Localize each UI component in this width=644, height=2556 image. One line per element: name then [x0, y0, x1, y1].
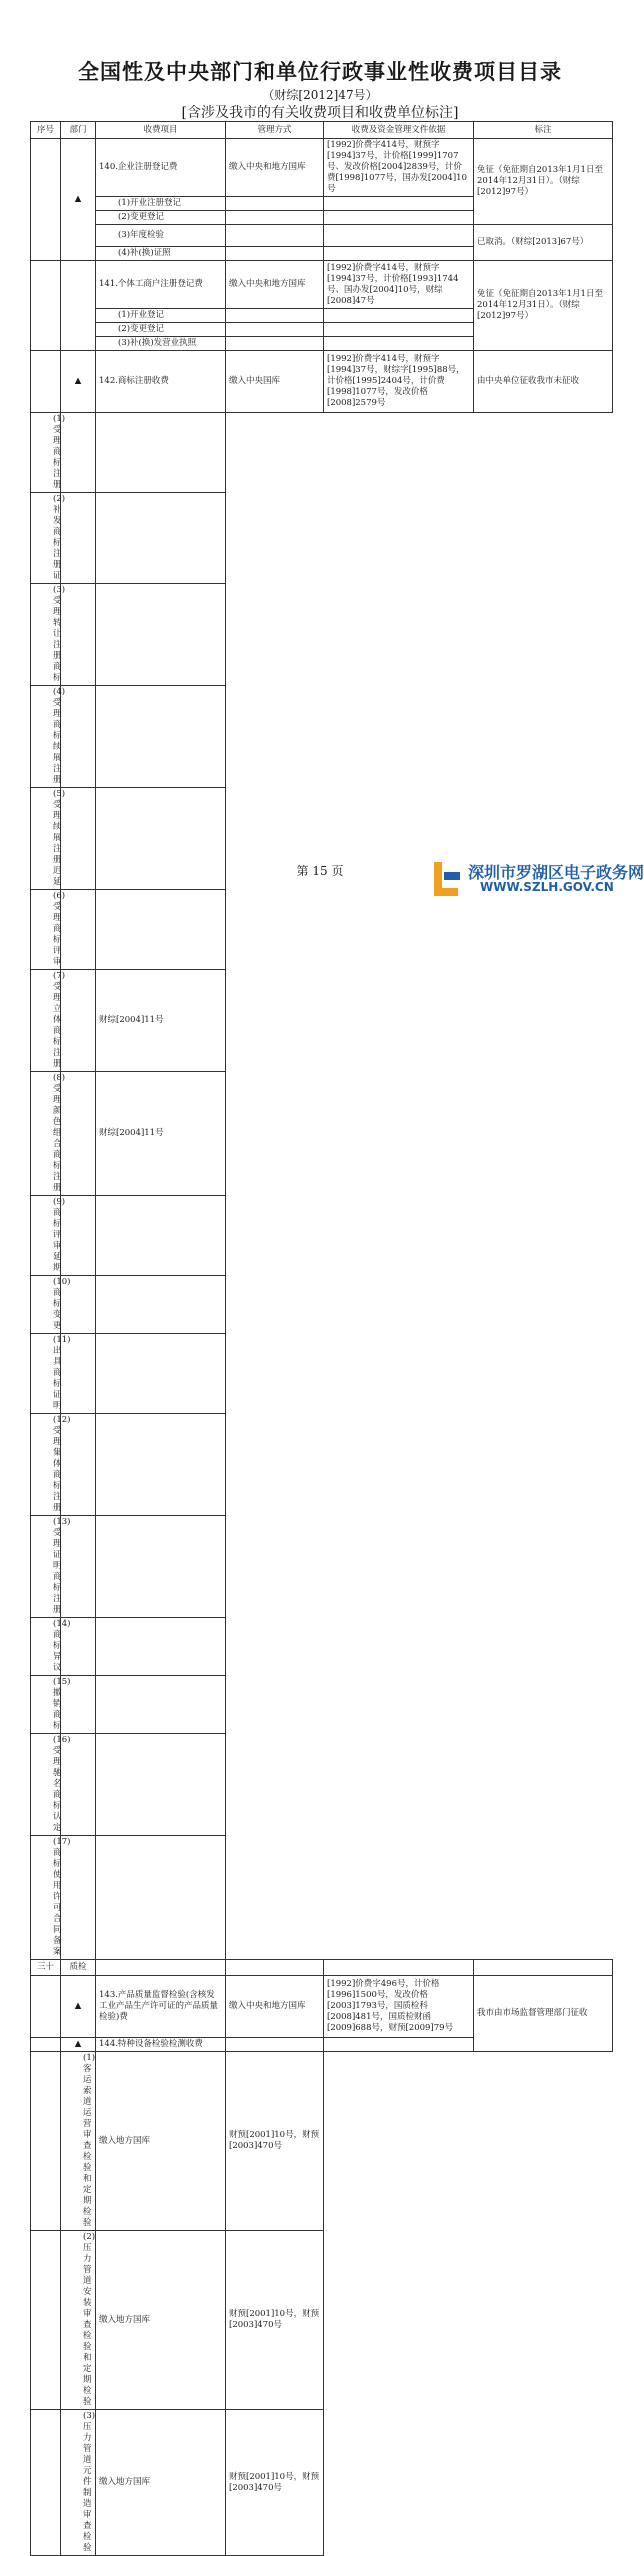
section-dept: 质检	[61, 1960, 96, 1976]
sub-item-name: (11)出具商标证明	[31, 1334, 61, 1414]
sub-item-name: (3)受理转让注册商标	[31, 584, 61, 686]
col-header-basis: 收费及资金管理文件依据	[324, 122, 474, 139]
col-header-dept: 部门	[61, 122, 96, 139]
table-row	[31, 1676, 613, 1734]
page-number: 第 15 页	[296, 864, 344, 878]
sub-item-name: (1)客运索道运营审查检验和定期检验	[61, 2052, 96, 2231]
item-name: 143.产品质量监督检验(含核发工业产品生产许可证的产品质量检验)费	[96, 1976, 226, 2038]
sub-item-basis: 财综[2004]11号	[96, 1072, 226, 1196]
item-name: 142.商标注册收费	[96, 351, 226, 413]
triangle-marker-icon: ▲	[61, 2038, 96, 2052]
sub-item-basis	[96, 493, 226, 584]
item-mgmt: 缴入中央和地方国库	[226, 261, 324, 309]
document-title: 全国性及中央部门和单位行政事业性收费项目目录	[78, 60, 562, 84]
sub-item-basis	[96, 890, 226, 970]
sub-item-name: (2)变更登记	[96, 211, 226, 225]
sub-item-name: (9)商标评审延期	[31, 1196, 61, 1276]
sub-item-name: (1)受理商标注册	[31, 413, 61, 493]
item-note: 免征（免征期自2013年1月1日至2014年12月31日）。（财综[2012]97号）	[474, 261, 613, 351]
table-header-row	[31, 122, 613, 139]
table-row	[31, 351, 613, 413]
item-note: 免征（免征期自2013年1月1日至2014年12月31日）。（财综[2012]97号）	[474, 139, 613, 225]
sub-item-mgmt: 缴入地方国库	[96, 2052, 226, 2231]
sub-item-name: (12)受理集体商标注册	[31, 1414, 61, 1516]
col-header-mgmt: 管理方式	[226, 122, 324, 139]
document-number: （财综[2012]47号）	[262, 88, 378, 102]
table-row	[31, 1976, 613, 2038]
item-name: 144.特种设备检验检测收费	[96, 2038, 226, 2052]
table-row	[31, 493, 613, 584]
table-row	[31, 1734, 613, 1836]
sub-item-mgmt: 缴入地方国库	[96, 2231, 226, 2410]
sub-item-basis: 财预[2001]10号，财预[2003]470号	[226, 2231, 324, 2410]
sub-item-name: (10)商标变更	[31, 1276, 61, 1334]
table-row	[31, 686, 613, 788]
table-row	[31, 890, 613, 970]
sub-item-basis	[96, 413, 226, 493]
item-note: 我市由市场监督管理部门征收	[474, 1976, 613, 2052]
fee-table	[30, 121, 613, 2556]
item-name: 141.个体工商户注册登记费	[96, 261, 226, 309]
section-row	[31, 1960, 613, 1976]
sub-item-name: (13)受理证明商标注册	[31, 1516, 61, 1618]
sub-item-name: (3)补(换)发营业执照	[96, 337, 226, 351]
item-basis: [1992]价费字496号，计价格[1996]1500号，发改价格[2003]1793号，国质检科[2008]481号，国质检财函[2009]688号，财预[2009]79号	[324, 1976, 474, 2038]
table-row	[31, 261, 613, 309]
section-number: 三十	[31, 1960, 61, 1976]
table-row	[31, 139, 613, 197]
sub-item-basis	[96, 1676, 226, 1734]
col-header-note: 标注	[474, 122, 613, 139]
sub-item-name: (3)年度检验	[96, 225, 226, 247]
sub-item-name: (8)受理颜色组合商标注册	[31, 1072, 61, 1196]
item-basis: [1992]价费字414号，财预字[1994]37号，计价格[1993]1744号、国办发[2004]10号，财综[2008]47号	[324, 261, 474, 309]
site-url: WWW.SZLH.GOV.CN	[480, 880, 614, 894]
sub-item-basis	[96, 1734, 226, 1836]
sub-item-name: (1)开业注册登记	[96, 197, 226, 211]
table-row	[31, 1276, 613, 1334]
table-row	[31, 584, 613, 686]
sub-item-basis	[96, 1276, 226, 1334]
sub-item-basis	[96, 1836, 226, 1960]
sub-item-basis	[96, 1618, 226, 1676]
triangle-marker-icon: ▲	[61, 1976, 96, 2038]
col-header-item: 收费项目	[96, 122, 226, 139]
site-logo-icon	[430, 858, 464, 898]
sub-item-name: (1)开业登记	[96, 309, 226, 323]
watermark-logo	[430, 858, 644, 900]
table-row	[31, 1618, 613, 1676]
item-basis: [1992]价费字414号，财预字[1994]37号，计价格[1999]1707号、发改价格[2004]2839号，计价费[1998]1077号，国办发[2004]10号	[324, 139, 474, 197]
sub-item-name: (5)受理续展注册迟延	[31, 788, 61, 890]
triangle-marker-icon: ▲	[61, 139, 96, 261]
sub-item-name: (16)受理驰名商标认定	[31, 1734, 61, 1836]
document-annotation: [含涉及我市的有关收费项目和收费单位标注]	[181, 105, 459, 121]
site-name: 深圳市罗湖区电子政务网	[468, 863, 644, 882]
sub-item-basis	[96, 1516, 226, 1618]
table-row	[31, 2231, 613, 2410]
sub-item-name: (6)受理商标评审	[31, 890, 61, 970]
table-row	[31, 225, 613, 247]
sub-item-name: (7)受理立体商标注册	[31, 970, 61, 1072]
item-mgmt: 缴入中央和地方国库	[226, 1976, 324, 2038]
table-row	[31, 1836, 613, 1960]
item-mgmt: 缴入中央和地方国库	[226, 139, 324, 197]
sub-item-basis	[96, 1196, 226, 1276]
table-row	[31, 2052, 613, 2231]
col-header-num: 序号	[31, 122, 61, 139]
sub-item-name: (2)补发商标注册证	[31, 493, 61, 584]
sub-item-basis	[96, 686, 226, 788]
sub-item-name: (4)受理商标续展注册	[31, 686, 61, 788]
sub-item-basis	[96, 1414, 226, 1516]
item-note: 由中央单位征收我市未征收	[474, 351, 613, 413]
table-row	[31, 1072, 613, 1196]
table-row	[31, 970, 613, 1072]
table-row	[31, 1414, 613, 1516]
table-row	[31, 413, 613, 493]
item-mgmt: 缴入中央国库	[226, 351, 324, 413]
sub-item-name: (17)商标使用许可合同备案	[31, 1836, 61, 1960]
sub-item-basis	[96, 1334, 226, 1414]
sub-item-basis: 财综[2004]11号	[96, 970, 226, 1072]
item-basis: [1992]价费字414号，财预字[1994]37号，财综字[1995]88号，计价格[1995]2404号，计价费[1998]1077号，发改价格[2008]2579号	[324, 351, 474, 413]
table-row	[31, 1196, 613, 1276]
sub-item-name: (4)补(换)证照	[96, 247, 226, 261]
item-name: 140.企业注册登记费	[96, 139, 226, 197]
table-row	[31, 1516, 613, 1618]
sub-item-name: (3)压力管道元件制造审查检验	[61, 2410, 96, 2556]
sub-item-basis: 财预[2001]10号，财预[2003]470号	[226, 2052, 324, 2231]
sub-item-name: (14)商标异议	[31, 1618, 61, 1676]
sub-item-name: (15)撤销商标	[31, 1676, 61, 1734]
triangle-marker-icon: ▲	[61, 351, 96, 413]
table-row	[31, 1334, 613, 1414]
sub-item-mgmt: 缴入地方国库	[96, 2410, 226, 2556]
sub-item-basis	[96, 584, 226, 686]
item-note: 已取消。（财综[2013]67号）	[474, 225, 613, 261]
sub-item-basis: 财预[2001]10号，财预[2003]470号	[226, 2410, 324, 2556]
sub-item-name: (2)压力管道安装审查检验和定期检验	[61, 2231, 96, 2410]
sub-item-name: (2)变更登记	[96, 323, 226, 337]
table-row	[31, 2410, 613, 2556]
